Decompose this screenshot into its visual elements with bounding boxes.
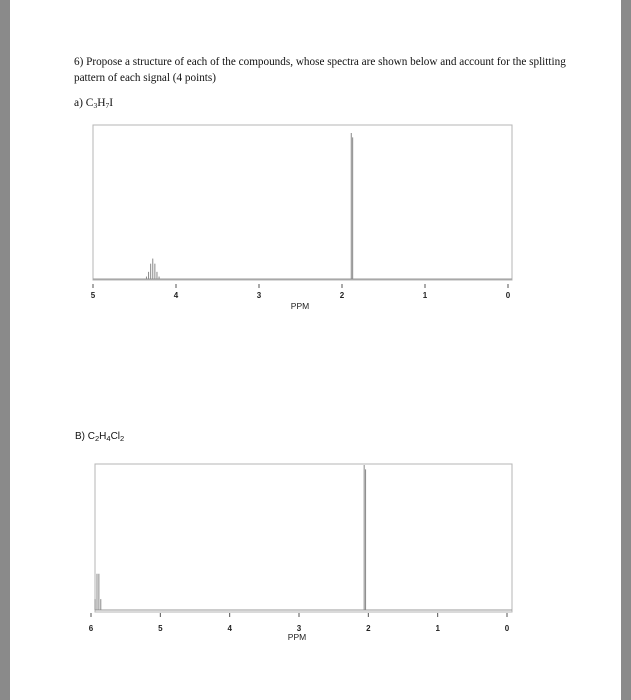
tick-label: 1 xyxy=(422,291,428,300)
peak-doublet xyxy=(364,465,365,610)
tick-label: 5 xyxy=(158,624,163,633)
spectrum-a-xlabel: PPM xyxy=(290,301,310,311)
tick-label: 3 xyxy=(256,291,262,300)
tick-label: 1 xyxy=(435,624,440,633)
tick-label: 4 xyxy=(173,291,179,300)
spectrum-b-xlabel: PPM xyxy=(287,632,307,642)
tick-label: 2 xyxy=(366,624,371,633)
tick-label: 0 xyxy=(505,291,511,300)
tick-label: 4 xyxy=(227,624,232,633)
peak-quartet xyxy=(95,574,101,610)
tick-label: 3 xyxy=(296,624,302,633)
tick-label: 6 xyxy=(88,624,94,633)
tick-label: 5 xyxy=(90,291,96,300)
tick-label: 0 xyxy=(504,624,510,633)
tick-label: 2 xyxy=(339,291,345,300)
question-text: 6) Propose a structure of each of the compounds, whose spectra are shown below and account for the splitting pattern of each signal (4 points) xyxy=(74,56,566,84)
part-b-label: B) $C_2H_4Cl_2$ xyxy=(75,431,125,443)
part-a-label: a) $C_3H_7I$ xyxy=(74,97,114,110)
spectrum-b-frame xyxy=(95,464,512,612)
